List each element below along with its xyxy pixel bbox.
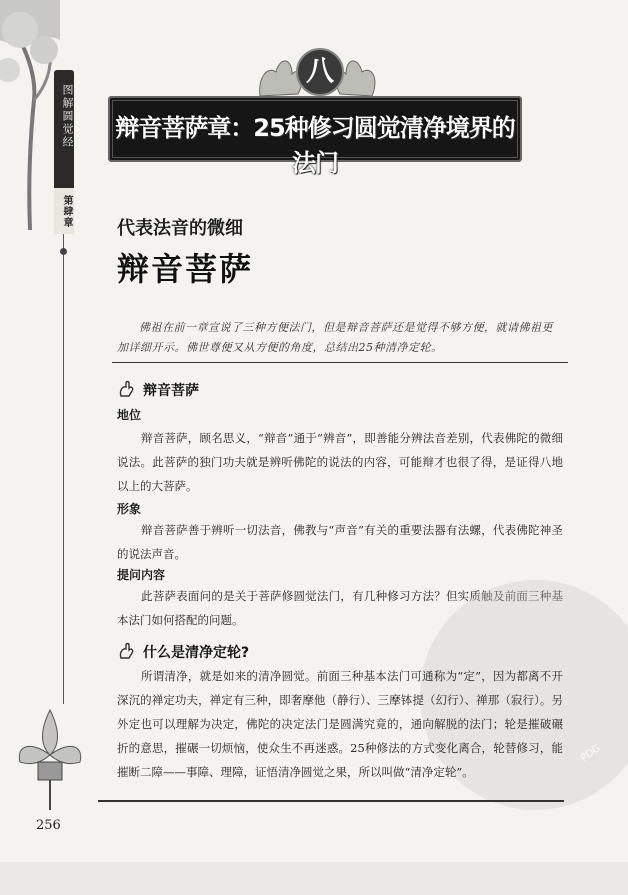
section-heading-dinglun: [117, 642, 249, 662]
chapter-title: 辩音菩萨章：25种修习圆觉清净境界的法门: [115, 114, 515, 177]
chapter-label-vertical: 第肆章: [54, 188, 74, 234]
chapter-side-tab: [54, 70, 74, 234]
intro-paragraph: 佛祖在前一章宣说了三种方便法门，但是辩音菩萨还是觉得不够方便，就请佛祖更加详细开示。佛世尊便又从方便的角度，总结出25种清净定轮。: [117, 321, 553, 354]
section-heading-bianyin: [117, 380, 199, 400]
section-heading-text: 辩音菩萨: [143, 383, 199, 399]
side-rule: [63, 234, 64, 704]
label-status: 地位: [117, 408, 142, 422]
watermark-text: PDG: [578, 742, 603, 765]
paragraph-dinglun: 所谓清净，就是如来的清净圆觉。前面三种基本法门可通称为“定”，因为都离不开深沉的禅定功夫，禅定有三种，即奢摩他（静行）、三摩钵提（幻行）、禅那（寂行）。另外定也可以理解为决定，佛陀的决定法门是圆满究竟的，通向解脱的法门；轮是摧破碾折的意思，摧碾一切烦恼，使众生不再迷惑。25种修法的方式变化离合，轮替修习，能摧断二障——事障、理障，证悟清净圆觉之果，所以叫做“清净定轮”。: [117, 669, 563, 779]
label-appearance: 形象: [117, 502, 142, 516]
paragraph-appearance: 辩音菩萨善于辨听一切法音，佛教与“声音”有关的重要法器有法螺，代表佛陀神圣的说法声音。: [117, 523, 563, 561]
book-title-vertical: 图解圆觉经: [61, 84, 74, 149]
side-dot: [60, 248, 67, 255]
chapter-numeral-badge: 八: [296, 48, 344, 96]
tree-ornament-icon: [0, 0, 60, 230]
hand-mudra-icon: [117, 642, 137, 662]
divider-line: [112, 362, 568, 363]
lotus-flower-ornament-icon: [10, 700, 90, 810]
footer-divider: [98, 800, 564, 802]
page-title: 辩音菩萨: [117, 250, 254, 288]
paragraph-question: 此菩萨表面问的是关于菩萨修圆觉法门，有几种修习方法？但实质触及前面三种基本法门如何搭配的问题。: [117, 589, 563, 627]
hand-mudra-icon: [117, 380, 137, 400]
section-heading-text: 什么是清净定轮?: [143, 645, 250, 661]
page-number: 256: [36, 818, 61, 833]
paragraph-status: 辩音菩萨，顾名思义，“辩音”通于“辨音”，即善能分辨法音差别，代表佛陀的微细说法。此菩萨的独门功夫就是辨听佛陀的说法的内容，可能辩才也很了得，是证得八地以上的大菩萨。: [117, 431, 563, 493]
label-question: 提问内容: [117, 568, 166, 582]
page-bottom-margin: [0, 862, 628, 895]
section-subtitle: 代表法音的微细: [117, 218, 243, 239]
